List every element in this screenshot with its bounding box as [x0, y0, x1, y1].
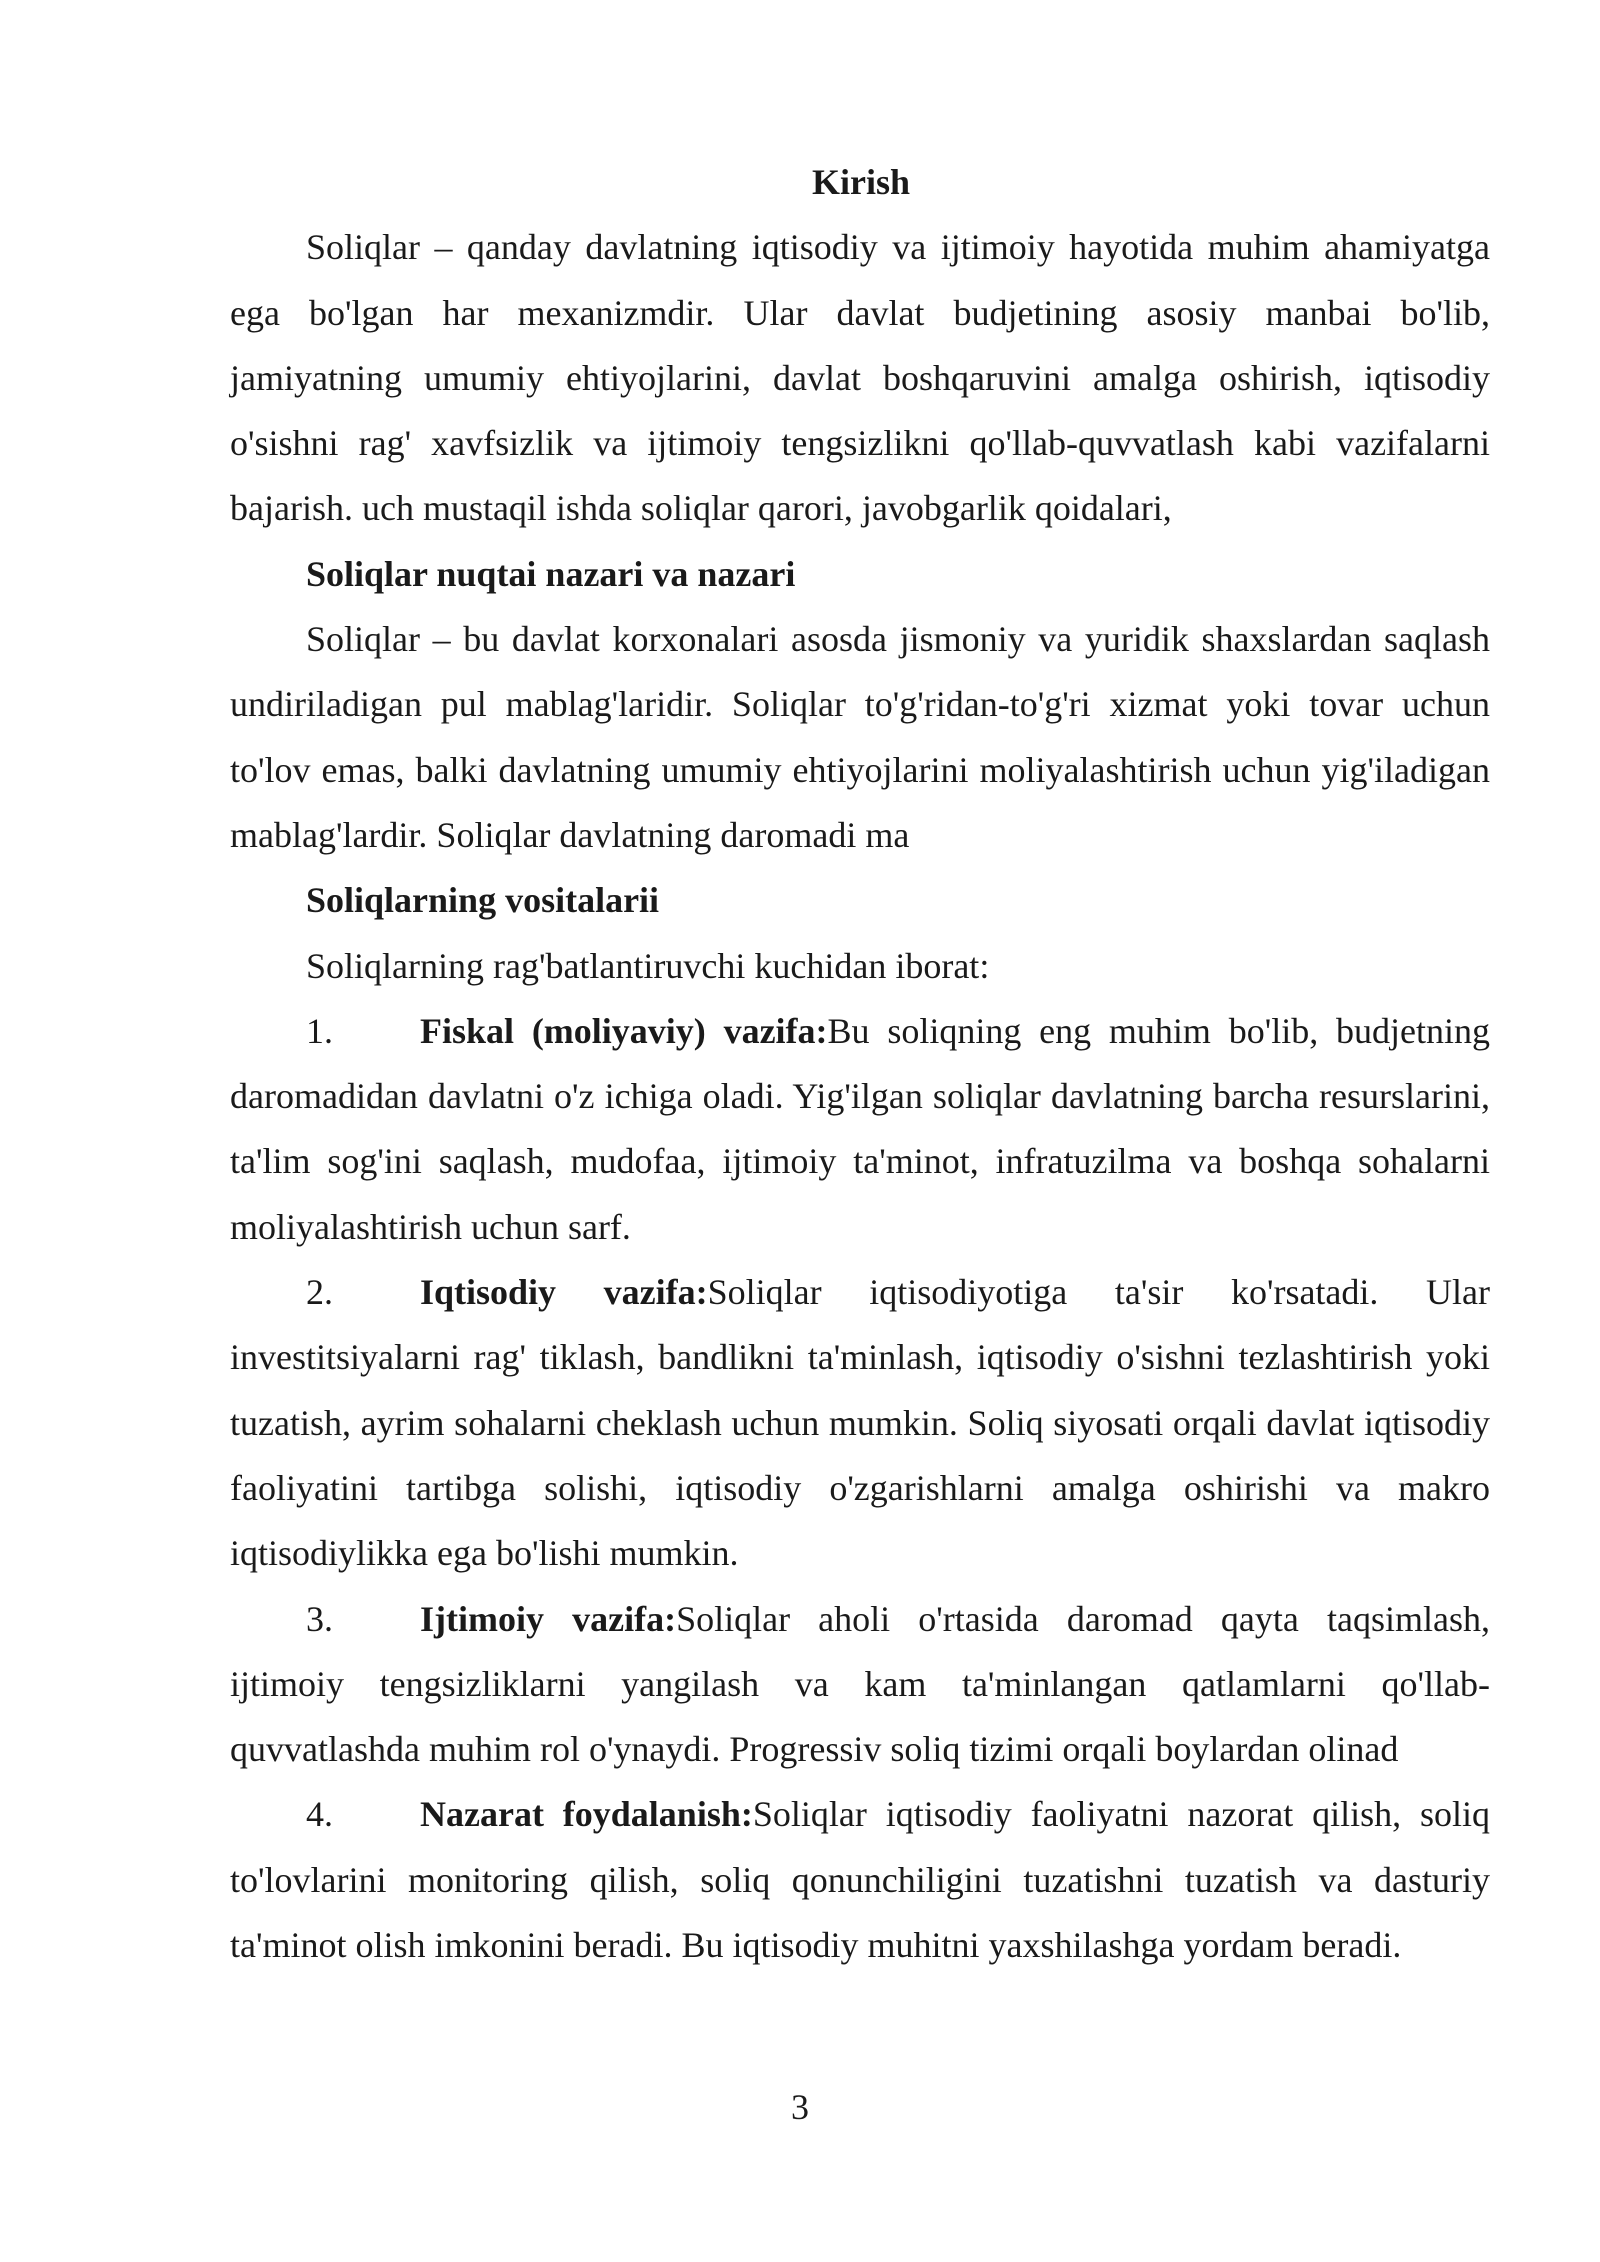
list-item-number: 2. — [306, 1272, 333, 1313]
section-heading-nuqtai-nazari: Soliqlar nuqtai nazari va nazari — [306, 553, 796, 594]
list-item-lead: Nazarat foydalanish: — [420, 1794, 753, 1835]
list-item-iqtisodiy — [230, 1260, 1490, 1586]
list-item-lead: Iqtisodiy vazifa: — [420, 1272, 708, 1313]
list-item-text: Soliqlar aholi o'rtasida daromad qayta taqsimlash, ijtimoiy tengsizliklarni yangilash va kam ta'minlangan qatlamlarni qo'llab-quvvatlashda muhim rol o'ynaydi. Progressiv soliq tizimi orqali boylardan olinad — [230, 1598, 1490, 1770]
section-heading-vositalari: Soliqlarning vositalarii — [306, 880, 660, 921]
list-item-nazarat — [230, 1782, 1490, 1978]
list-item-ijtimoiy — [230, 1587, 1490, 1783]
list-item-number: 4. — [306, 1794, 333, 1835]
list-item-number: 3. — [306, 1598, 333, 1639]
list-item-text: Soliqlar iqtisodiy faoliyatni nazorat qilish, soliq to'lovlarini monitoring qilish, soliq qonunchiligini tuzatishni tuzatish va dasturiy ta'minot olish imkonini beradi. Bu iqtisodiy muhitni yaxshilashga yordam beradi. — [230, 1794, 1491, 1966]
intro-paragraph: Soliqlar – qanday davlatning iqtisodiy va ijtimoiy hayotida muhim ahamiyatga ega bo'lgan har mexanizmdir. Ular davlat budjetining asosiy manbai bo'lib, jamiyatning umumiy ehtiyojlarini, davlat boshqaruvini amalga oshirish, iqtisodiy o'sishni rag' xavfsizlik va ijtimoiy tengsizlikni qo'llab-quvvatlash kabi vazifalarni bajarish. uch mustaqil ishda soliqlar qarori, javobgarlik qoidalari, — [230, 227, 1490, 529]
document-page — [230, 150, 1490, 1978]
list-item-text: Bu soliqning eng muhim bo'lib, budjetning daromadidan davlatni o'z ichiga oladi. Yig'ilgan soliqlar davlatning barcha resurslarini, ta'lim sog'ini saqlash, mudofaa, ijtimoiy ta'minot, infratuzilma va boshqa sohalarni moliyalashtirish uchun sarf. — [230, 1010, 1490, 1247]
list-intro-paragraph: Soliqlarning rag'batlantiruvchi kuchidan iborat: — [306, 945, 990, 986]
document-title: Kirish — [811, 162, 910, 202]
page-number: 3 — [791, 2087, 809, 2127]
list-item-lead: Fiskal (moliyaviy) vazifa: — [420, 1010, 828, 1051]
list-item-number: 1. — [306, 1010, 333, 1051]
list-item-lead: Ijtimoiy vazifa: — [420, 1598, 677, 1639]
list-item-fiskal — [230, 999, 1490, 1260]
list-item-text: Soliqlar iqtisodiyotiga ta'sir ko'rsatadi. Ular investitsiyalarni rag' tiklash, bandlikni ta'minlash, iqtisodiy o'sishni tezlashtirish yoki tuzatish, ayrim sohalarni cheklash uchun mumkin. Soliq siyosati orqali davlat iqtisodiy faoliyatini tartibga solishi, iqtisodiy o'zgarishlarni amalga oshirishi va makro iqtisodiylikka ega bo'lishi mumkin. — [230, 1272, 1491, 1574]
definition-paragraph: Soliqlar – bu davlat korxonalari asosda jismoniy va yuridik shaxslardan saqlash undiriladigan pul mablag'laridir. Soliqlar to'g'ridan-to'g'ri xizmat yoki tovar uchun to'lov emas, balki davlatning umumiy ehtiyojlarini moliyalashtirish uchun yig'iladigan mablag'lardir. Soliqlar davlatning daromadi ma — [230, 619, 1490, 855]
